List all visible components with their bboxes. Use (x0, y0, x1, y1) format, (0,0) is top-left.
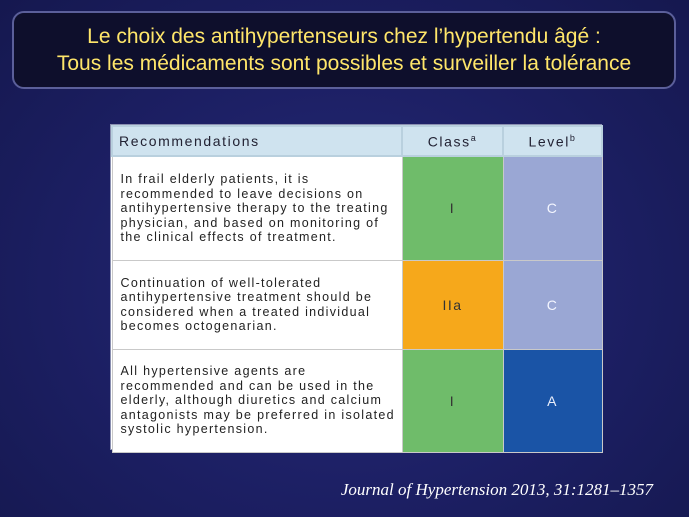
header-level-superscript: b (569, 132, 577, 143)
class-cell: IIa (402, 260, 503, 349)
recommendation-text: In frail elderly patients, it is recommended to leave decisions on antihypertensive therapy to the treating physician, and based on monitoring of the clinical effects of treatment. (112, 156, 402, 260)
level-cell: C (503, 156, 602, 260)
class-cell: I (402, 349, 503, 452)
recommendation-text: All hypertensive agents are recommended and can be used in the elderly, although diuretics and calcium antagonists may be preferred in isolated systolic hypertension. (112, 349, 402, 452)
level-cell: C (503, 260, 602, 349)
slide-title-line-1: Le choix des antihypertenseurs chez l’hypertendu âgé : (87, 25, 601, 48)
recommendations-grid (111, 125, 603, 453)
class-cell: I (402, 156, 503, 260)
header-recommendations (112, 126, 402, 156)
header-class (402, 126, 503, 156)
header-recommendations-label: Recommendations (119, 133, 260, 149)
recommendation-text: Continuation of well-tolerated antihypertensive treatment should be considered when a treated individual becomes octogenarian. (112, 260, 402, 349)
table-row (112, 156, 602, 260)
journal-citation: Journal of Hypertension 2013, 31:1281–1357 (340, 480, 653, 499)
slide-title-box (12, 11, 676, 89)
header-level (503, 126, 602, 156)
table-row (112, 260, 602, 349)
recommendations-table (110, 124, 602, 450)
table-header-row (112, 126, 602, 156)
header-class-superscript: a (470, 132, 478, 143)
table-row (112, 349, 602, 452)
level-cell: A (503, 349, 602, 452)
slide-title-line-2: Tous les médicaments sont possibles et surveiller la tolérance (56, 52, 632, 75)
header-level-label: Level (528, 133, 570, 150)
header-class-label: Class (427, 133, 471, 150)
